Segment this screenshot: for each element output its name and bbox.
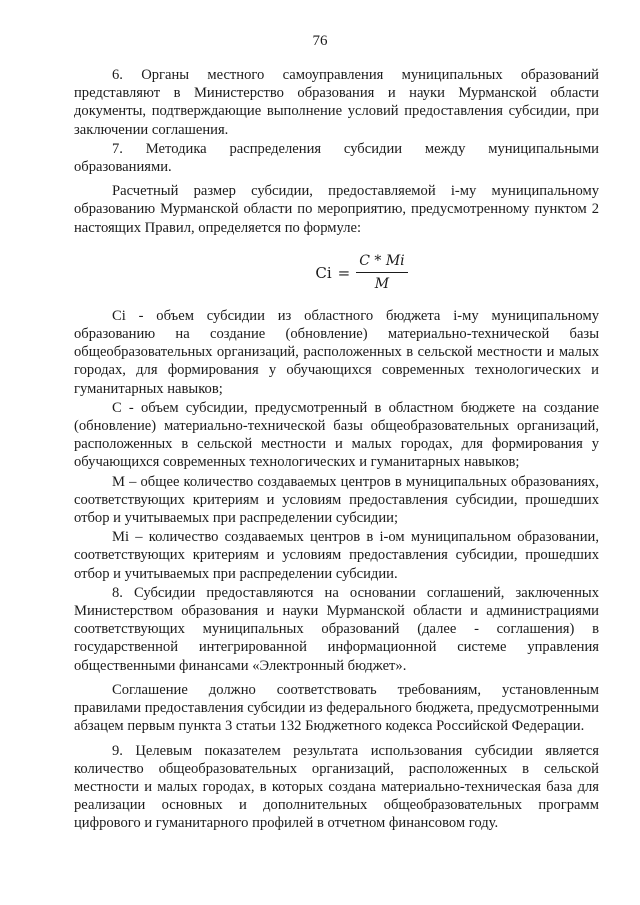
document-body — [74, 66, 599, 833]
paragraph-8: 8. Субсидии предоставляются на основании соглашений, заключенных Министерством образования и науки Мурманской области и администрациями соответствующих муниципальных образований (далее - соглашения) в государственной интегрированной информационной системе управления общественными финансами «Электронный бюджет». — [74, 584, 599, 674]
paragraph-6: 6. Органы местного самоуправления муниципальных образований представляют в Министерство образования и науки Мурманской области документы, подтверждающие выполнение условий предоставления субсидии, при заключении соглашения. — [74, 67, 599, 138]
formula-denominator: M — [374, 276, 390, 293]
paragraph-9: 9. Целевым показателем результата использования субсидии является количество общеобразовательных организаций, расположенных в сельской местности и малых городах, в которых создана материально-техническая база для реализации основных и дополнительных общеобразовательных программ цифрового и гуманитарного профилей в отчетном финансовом году. — [74, 742, 599, 832]
definition-mi: Mi – количество создаваемых центров в i-ом муниципальном образовании, соответствующих критериям и условиям предоставления субсидии, прошедших отбор и учитываемых при распределении субсидии. — [74, 529, 599, 582]
formula-lhs: Ci — [315, 263, 332, 282]
formula-numerator: C * Mi — [356, 252, 407, 273]
subsidy-formula — [124, 249, 599, 297]
definition-ci: Ci - объем субсидии из областного бюджета i-му муниципальному образованию на создание (обновление) материально-технической базы общеобразовательных организаций, расположенных в сельской местности и малых городах, для формирования у обучающихся современных технологических и гуманитарных навыков; — [74, 307, 599, 397]
paragraph-agreement: Соглашение должно соответствовать требованиям, установленным правилами предоставления субсидии из федерального бюджета, предусмотренными абзацем первым пункта 3 статьи 132 Бюджетного кодекса Российской Федерации. — [74, 681, 599, 735]
paragraph-calculation: Расчетный размер субсидии, предоставляемой i-му муниципальному образованию Мурманской области по мероприятию, предусмотренному пунктом 2 настоящих Правил, определяется по формуле: — [74, 183, 599, 236]
definition-m: М – общее количество создаваемых центров в муниципальных образованиях, соответствующих критериям и условиям предоставления субсидии, прошедших отбор и учитываемых при распределении субсидии; — [74, 473, 599, 527]
definition-c: С - объем субсидии, предусмотренный в областном бюджете на создание (обновление) материально-технической базы общеобразовательных организаций, расположенных в сельской местности и малых городах, для формирования у обучающихся современных технологических и гуманитарных навыков; — [74, 399, 599, 471]
formula-fraction — [356, 252, 407, 293]
paragraph-7: 7. Методика распределения субсидии между муниципальными образованиями. — [74, 140, 599, 176]
formula-equals: = — [337, 263, 351, 282]
page-number: 76 — [312, 33, 328, 49]
